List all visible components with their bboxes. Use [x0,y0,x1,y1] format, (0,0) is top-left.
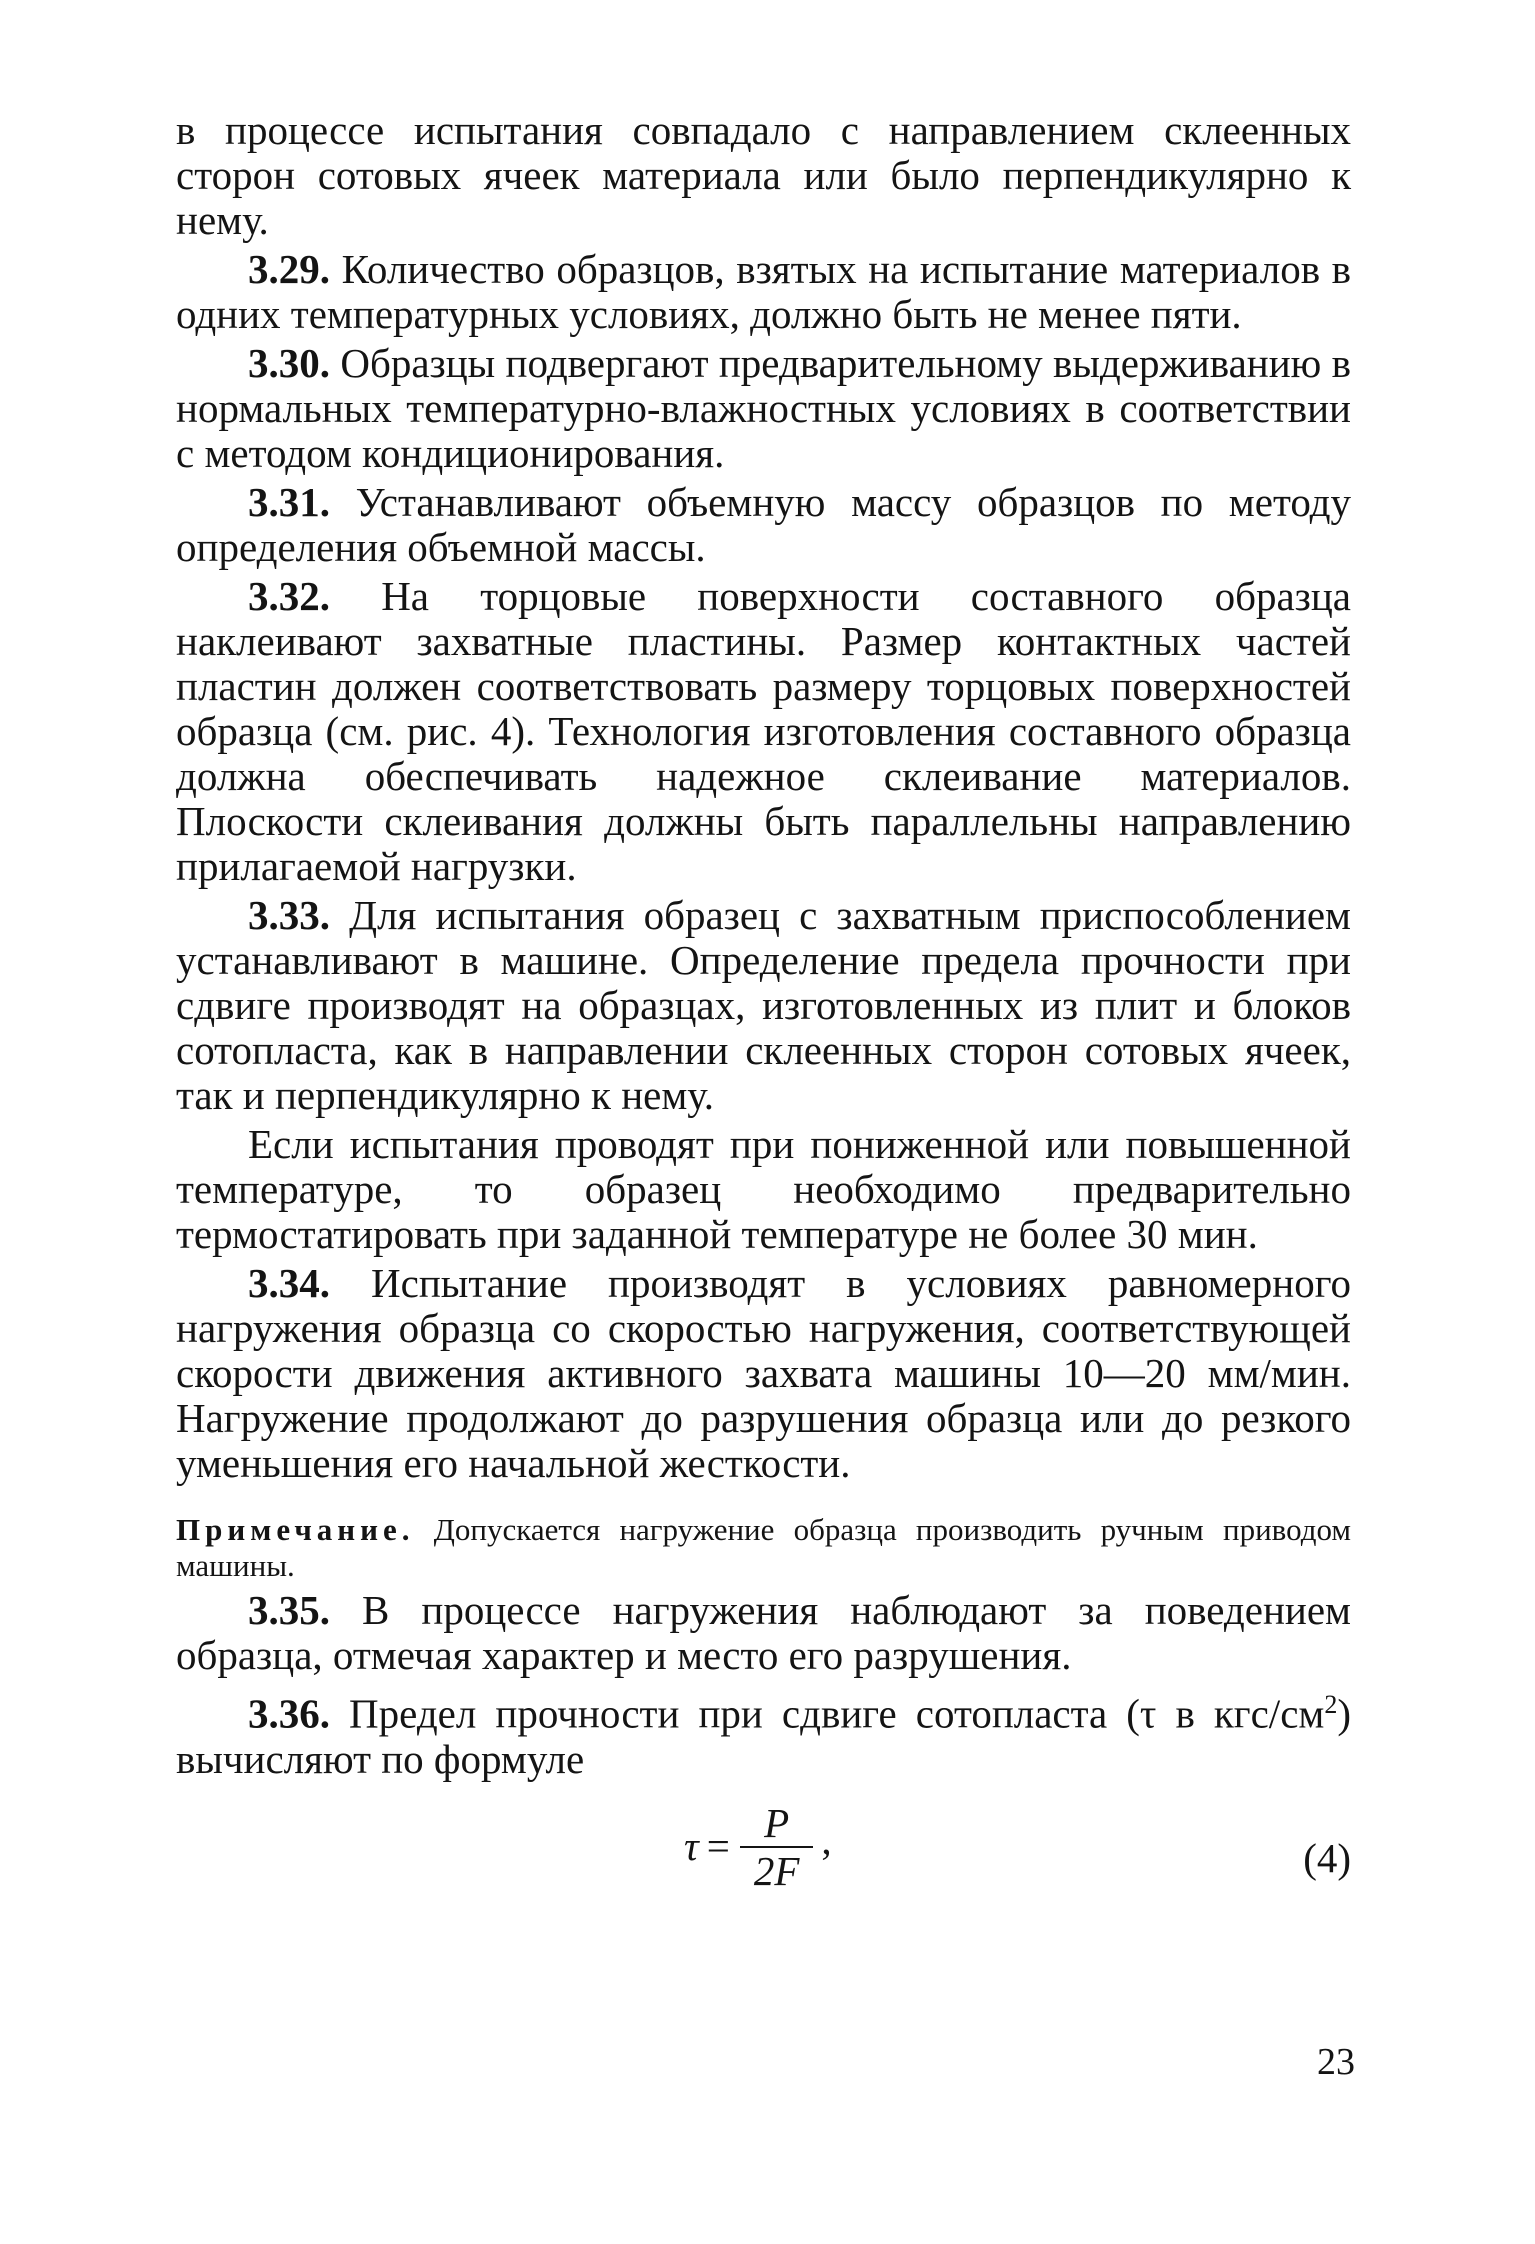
superscript: 2 [1324,1690,1338,1719]
clause-number: 3.32. [248,573,330,619]
document-body [176,108,1351,1920]
formula-number: (4) [1303,1834,1351,1881]
paragraph-3-33: 3.33. Для испытания образец с захватным приспособлением устанавливают в машине. Определение предела прочности при сдвиге производят на образцах, изготовленных из плит и блоков сотопласта, как в направлении склеенных сторон сотовых ячеек, так и перпендикулярно к нему. [176,892,1351,1118]
paragraph-3-34: 3.34. Испытание производят в условиях равномерного нагружения образца со скоростью нагружения, соответствующей скорости движения активного захвата машины 10—20 мм/мин. Нагружение продолжают до разрушения образца или до резкого уменьшения его начальной жесткости. [176,1260,1351,1486]
formula-equals: = [706,1823,730,1870]
clause-number: 3.31. [248,479,330,525]
formula-fraction [740,1800,814,1894]
paragraph-3-31: 3.31. Устанавливают объемную массу образцов по методу определения объемной массы. [176,479,1351,570]
formula-comma: , [821,1817,832,1864]
paragraph-3-35: 3.35. В процессе нагружения наблюдают за поведением образца, отмечая характер и место его разрушения. [176,1587,1351,1678]
note-text: Допускается нагружение образца производить ручным приводом машины. [176,1512,1351,1583]
formula-expression [684,1800,832,1894]
clause-number: 3.29. [248,246,330,292]
paragraph-3-32: 3.32. На торцовые поверхности составного образца наклеивают захватные пластины. Размер контактных частей пластин должен соответствовать размеру торцовых поверхностей образца (см. рис. 4). Технология изготовления составного образца должна обеспечивать надежное склеивание материалов. Плоскости склеивания должны быть параллельны направлению прилагаемой нагрузки. [176,573,1351,889]
paragraph-continuation: в процессе испытания совпадало с направлением склеенных сторон сотовых ячеек материала или было перпендикулярно к нему. [176,107,1351,243]
note [176,1512,1351,1584]
clause-number: 3.34. [248,1260,330,1306]
clause-number: 3.30. [248,340,330,386]
formula-numerator: P [764,1799,790,1846]
paragraph-3-29: 3.29. Количество образцов, взятых на испытание материалов в одних температурных условиях, должно быть не менее пяти. [176,246,1351,337]
note-title: Примечание. [176,1512,415,1547]
formula-denominator: 2F [753,1847,800,1894]
paragraph-temperature: Если испытания проводят при пониженной или повышенной температуре, то образец необходимо предварительно термостатировать при заданной температуре не более 30 мин. [176,1121,1351,1257]
clause-number: 3.35. [248,1587,330,1633]
formula [176,1800,1351,1920]
clause-number: 3.36. [248,1690,330,1737]
page-number: 23 [1317,2041,1355,2083]
paragraph-3-36: 3.36. Предел прочности при сдвиге сотопласта (τ в кгс/$см^2$) вычисляют по формуле [176,1690,1351,1782]
clause-number: 3.33. [248,892,330,938]
paragraph-3-30: 3.30. Образцы подвергают предварительному выдерживанию в нормальных температурно-влажностных условиях в соответствии с методом кондиционирования. [176,340,1351,476]
formula-lhs: τ [684,1823,699,1870]
